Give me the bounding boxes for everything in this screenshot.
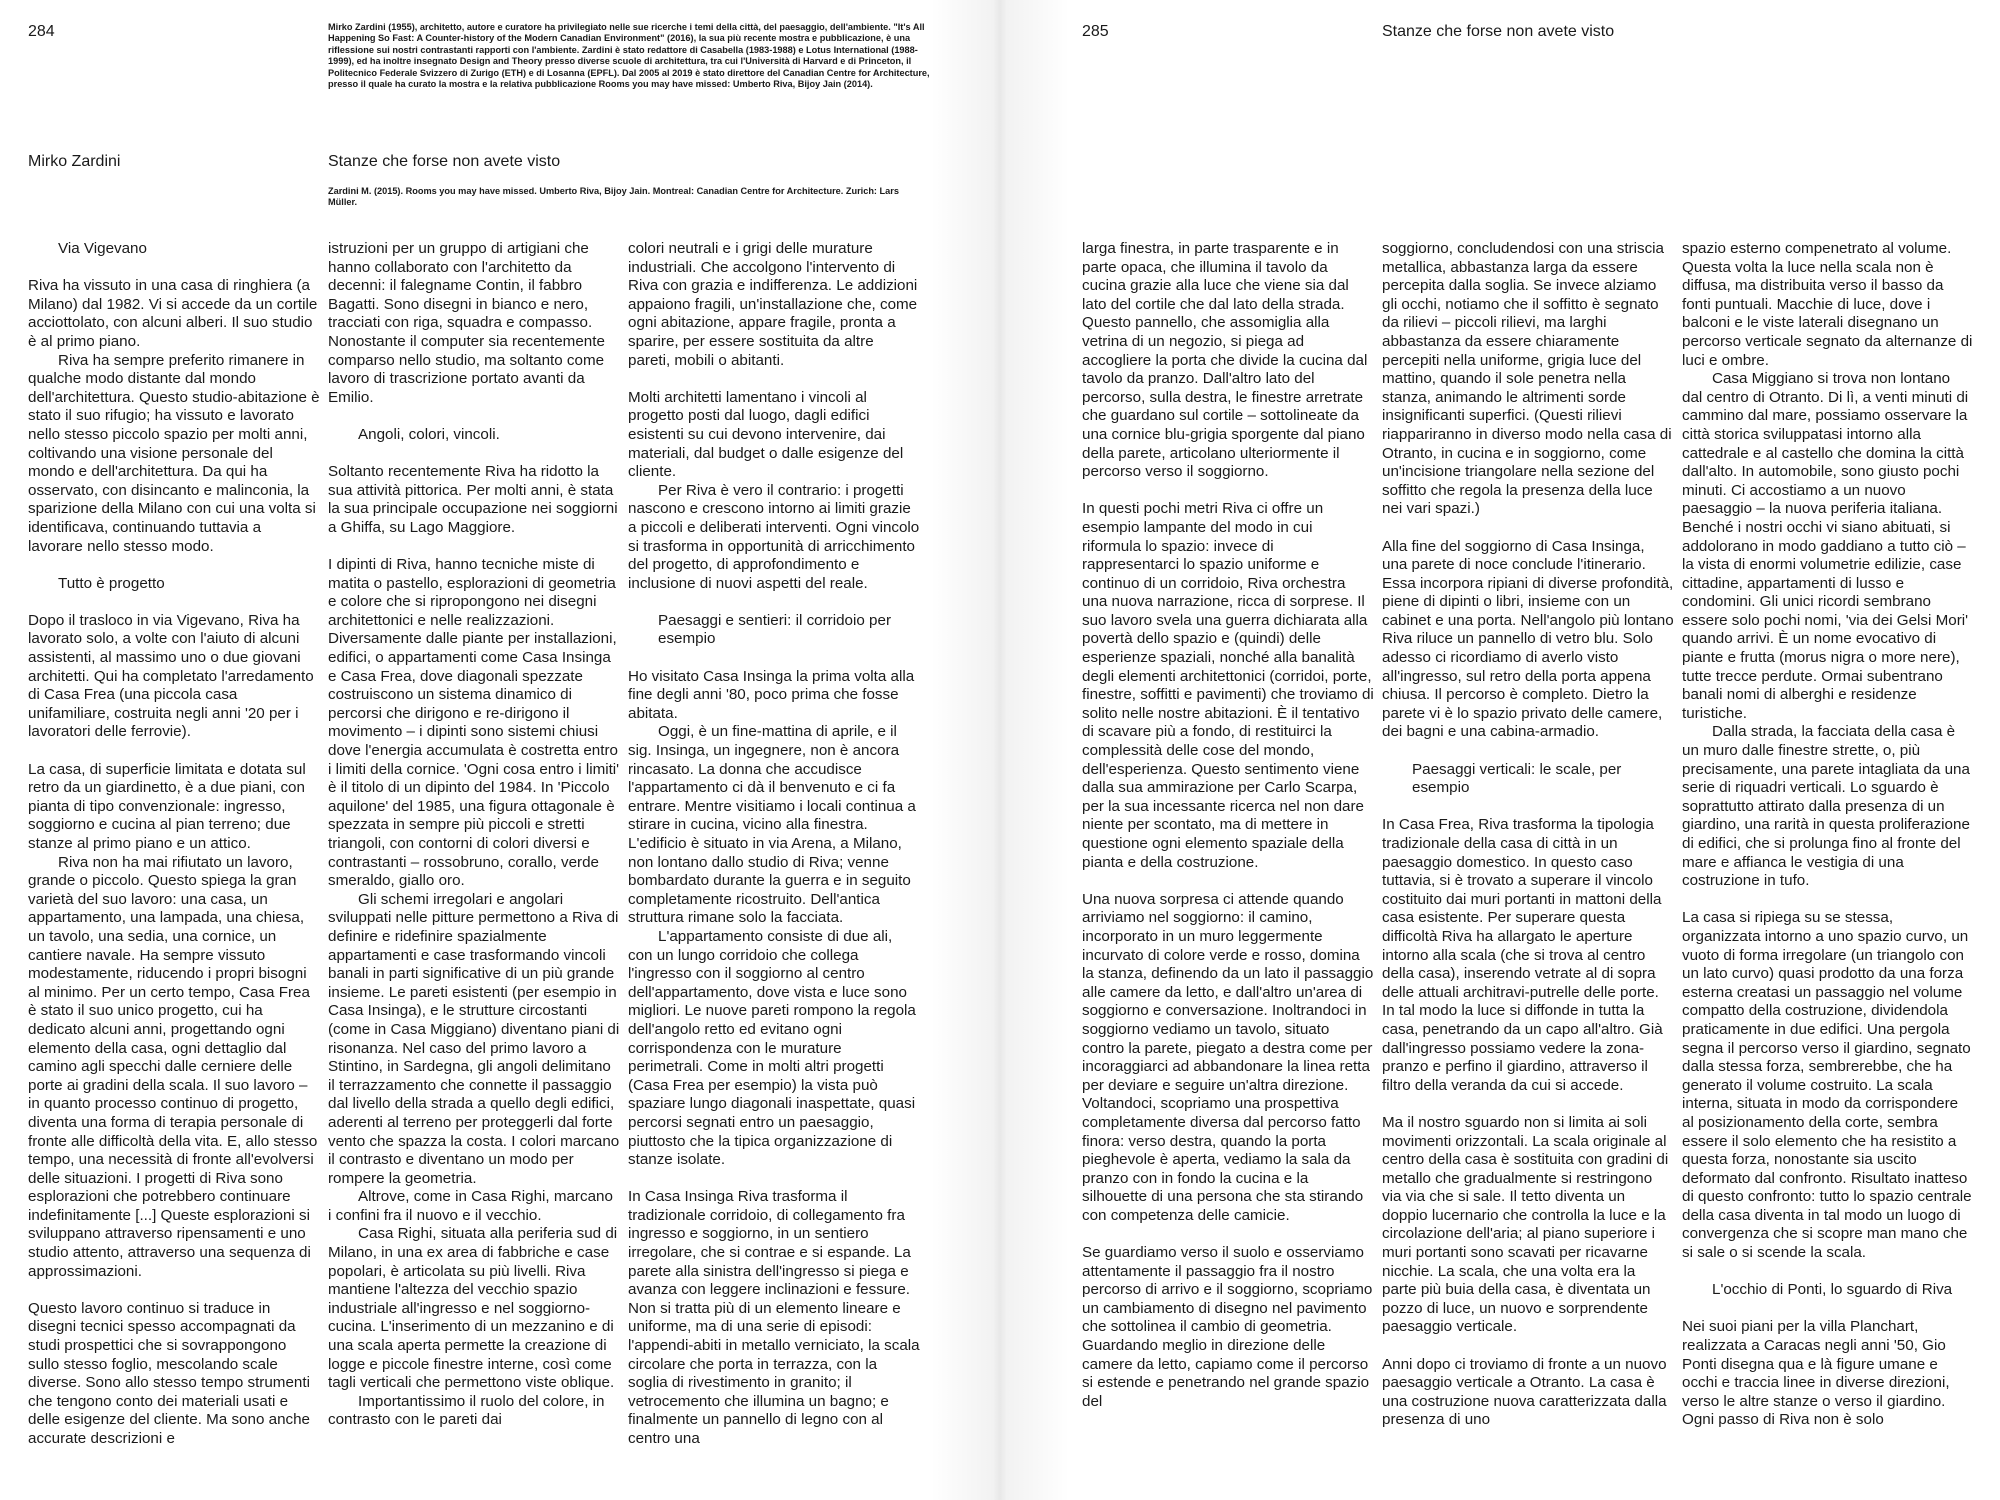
body-paragraph: Riva ha sempre preferito rimanere in qualche modo distante dal mondo dell'architettura. Questo studio-abitazione è stato il suo rifugio; ha vissuto e lavorato nello stesso piccolo spazio per molti anni, coltivando una visione personale del mondo e dell'architettura. Da qui ha osservato, con disincanto e malinconia, la sparizione della Milano con cui una volta si identificava, continuando tuttavia a lavorare nello stesso modo. — [28, 351, 320, 555]
section-heading: Paesaggi verticali: le scale, per esempio — [1412, 760, 1622, 797]
body-paragraph: Gli schemi irregolari e angolari sviluppati nelle pitture permettono a Riva di definire e ridefinire spazialmente appartamenti e case trasformando vincoli banali in parti significative di un più grande insieme. Le pareti esistenti (per esempio in Casa Insinga), e le strutture circostanti (come in Casa Miggiano) diventano piani di risonanza. Nel caso del primo lavoro a Stintino, in Sardegna, gli angoli delimitano il terrazzamento che connette il passaggio dal livello della strada a quello degli edifici, aderenti al terreno per proteggerli dal forte vento che spazza la costa. I colori marcano il contrasto e diventano un modo per rompere la geometria. — [328, 890, 620, 1187]
body-paragraph: soggiorno, concludendosi con una striscia metallica, abbastanza larga da essere percepita dalla soglia. Se invece alziamo gli occhi, notiamo che il soffitto è segnato da rilievi – piccoli rilievi, ma larghi abbastanza da essere chiaramente percepiti nella uniforme, grigia luce del mattino, quando il sole penetra nella stanza, animando le altrimenti sorde insignificanti superfici. (Questi rilievi riappariranno in diverso modo nella casa di Otranto, in cucina e in soggiorno, come un'incisione triangolare nella sezione del soffitto che regola la presenza della luce nei vari spazi.) — [1382, 240, 1672, 518]
body-paragraph: Importantissimo il ruolo del colore, in contrasto con le pareti dai — [328, 1392, 605, 1429]
body-paragraph: La casa, di superficie limitata e dotata sul retro da un giardinetto, è a due piani, con pianta di tipo convenzionale: ingresso, soggiorno e cucina al pian terreno; due stanze al primo piano e un attico. — [28, 760, 306, 852]
body-paragraph: spazio esterno compenetrato al volume. Questa volta la luce nella scala non è diffusa, ma distribuita verso il basso da fonti puntuali. Macchie di luce, dove i balconi e le viste laterali disegnano un percorso verticale segnato da alternanze di luci e ombre. — [1682, 240, 1973, 369]
section-heading: Angoli, colori, vincoli. — [358, 425, 500, 443]
body-paragraph: Anni dopo ci troviamo di fronte a un nuovo paesaggio verticale a Otranto. La casa è una costruzione nuova caratterizzata dalla presenza di uno — [1382, 1355, 1667, 1429]
author-bio — [328, 22, 938, 90]
body-paragraph: Dalla strada, la facciata della casa è un muro dalle finestre strette, o, più precisamente, una parete intagliata da una serie di riquadri verticali. Lo sguardo è soprattutto attirato dalla presenza di un giardino, una rarità in questa proliferazione di edifici, che si prolunga fino al fronte del mare e affianca le vestigia di una costruzione in tufo. — [1682, 723, 1970, 890]
body-paragraph: Una nuova sorpresa ci attende quando arriviamo nel soggiorno: il camino, incorporato in un muro leggermente incurvato di colore verde e rosso, domina la stanza, definendo da un lato il passaggio alle camere da letto, e dall'altro un'area di soggiorno e conversazione. Inoltrandoci in soggiorno vediamo un tavolo, situato contro la parete, piegato a destra come per incoraggiarci ad abbandonare la linea retta per deviare e seguire un'altra direzione. Voltandoci, scopriamo una prospettiva completamente diversa dal percorso fatto finora: verso destra, quando la porta pieghevole è aperta, vediamo la sala da pranzo con in fondo la cucina e la silhouette di una persona che sta stirando con competenza delle camicie. — [1082, 890, 1374, 1224]
right-page — [1000, 0, 2000, 1500]
body-paragraph: Per Riva è vero il contrario: i progetti nascono e crescono intorno ai limiti grazie a piccoli e deliberati interventi. Ogni vincolo si trasforma in opportunità di arricchimento del progetto, di approfondimento e inclusione di nuovi aspetti del reale. — [628, 481, 920, 592]
text-column-1 — [28, 240, 320, 1490]
page-number-right: 285 — [1082, 23, 1109, 40]
body-paragraph: In Casa Insinga Riva trasforma il tradizionale corridoio, di collegamento fra ingresso e soggiorno, in un sentiero irregolare, che si contrae e si espande. La parete alla sinistra dell'ingresso si piega e avanza con leggere inclinazioni e fessure. Non si tratta più di un elemento lineare e uniforme, ma di una serie di episodi: l'appendi-abiti in metallo verniciato, la scala circolare che porta in terrazza, con la soglia di rivestimento in granito; il vetrocemento che illumina un bagno; e finalmente un pannello di legno con al centro una — [628, 1188, 920, 1447]
text-column-4 — [1082, 240, 1374, 1490]
body-paragraph: I dipinti di Riva, hanno tecniche miste di matita o pastello, esplorazioni di geometria e colore che si ripropongono nei disegni architettonici e nelle realizzazioni. Diversamente dalle piante per installazioni, edifici, o appartamenti come Casa Insinga e Casa Frea, dove diagonali spezzate costruiscono un sistema dinamico di percorsi che dirigono e re-dirigono il movimento – i dipinti sono sistemi chiusi dove l'energia accumulata è costretta entro i limiti della cornice. 'Ogni cosa entro i limiti' è il titolo di un dipinto del 1984. In 'Piccolo aquilone' del 1985, una figura ottagonale è spezzata in sempre più piccoli e stretti triangoli, con contorni di colori diversi e contrastanti – rossobruno, corallo, verde smeraldo, giallo oro. — [328, 556, 620, 890]
author-bio-text: Mirko Zardini (1955), architetto, autore e curatore ha privilegiato nelle sue ricerche i temi della città, del paesaggio, dell'ambiente. "It's All Happening So Fast: A Counter-history of the Modern Canadian Environment" (2016), la sua più recente mostra e pubblicazione, è una riflessione sui nostri contrastanti rapporti con l'ambiente. Zardini è stato redattore di Casabella (1983-1988) e Lotus International (1988-1999), ed ha inoltre insegnato Design and Theory presso diverse scuole di architettura, tra cui l'Università di Harvard e di Princeton, il Politecnico Federale Svizzero di Zurigo (ETH) e di Losanna (EPFL). Dal 2005 al 2019 è stato direttore del Canadian Centre for Architecture, presso il quale ha curato la mostra e la relativa pubblicazione Rooms you may have missed: Umberto Riva, Bijoy Jain (2014). — [328, 22, 930, 90]
text-column-2 — [328, 240, 620, 1490]
text-column-5 — [1382, 240, 1674, 1490]
body-paragraph: Riva non ha mai rifiutato un lavoro, grande o piccolo. Questo spiega la gran varietà del suo lavoro: una casa, un appartamento, una lampada, una chiesa, un tavolo, una sedia, una cornice, un cantiere navale. Ha sempre vissuto modestamente, riducendo i propri bisogni al minimo. Per un certo tempo, Casa Frea è stato il suo unico progetto, cui ha dedicato alcuni anni, progettando ogni elemento della casa, ogni dettaglio dal camino agli specchi dalle cerniere delle porte ai gradini della scala. Il suo lavoro – in quanto processo continuo di progetto, diventa una forma di terapia personale di fronte alle difficoltà della vita. E, allo stesso tempo, una necessità di fronte all'evolversi delle situazioni. I progetti di Riva sono esplorazioni che potrebbero continuare indefinitamente [...] Queste esplorazioni si sviluppano attraverso ripensamenti e uno studio attento, attraverso una sequenza di approssimazioni. — [28, 853, 318, 1280]
body-paragraph: Riva ha vissuto in una casa di ringhiera (a Milano) dal 1982. Vi si accede da un cortile acciottolato, con alcuni alberi. Il suo studio è al primo piano. — [28, 277, 318, 350]
body-paragraph: larga finestra, in parte trasparente e in parte opaca, che illumina il tavolo da cucina grazie alla luce che viene sia dal lato del cortile che dal lato della strada. Questo pannello, che assomiglia alla vetrina di un negozio, si piega ad accogliere la porta che divide la cucina dal tavolo da pranzo. Dall'altro lato del percorso, sulla destra, le finestre arretrate che guardano sul cortile – sottolineate da una cornice blu-grigia sporgente dal piano della parete, articolano ulteriormente il percorso verso il soggiorno. — [1082, 240, 1368, 481]
body-paragraph: In Casa Frea, Riva trasforma la tipologia tradizionale della casa di città in un paesaggio domestico. In questo caso tuttavia, si è trovato a superare il vincolo costituito dai muri portanti in mattoni della casa esistente. Per superare questa difficoltà Riva ha allargato le aperture intorno alla scala (che si trova al centro della casa), inserendo vetrate al di sopra delle attuali architravi-putrelle delle porte. In tal modo la luce si diffonde in tutta la casa, penetrando da un capo all'altro. Già dall'ingresso possiamo vedere la zona-pranzo e perfino il giardino, attraverso il filtro della veranda da cui si accede. — [1382, 816, 1663, 1094]
body-paragraph: In questi pochi metri Riva ci offre un esempio lampante del modo in cui riformula lo spazio: invece di rappresentarci lo spazio uniforme e continuo di un corridoio, Riva orchestra una nuova narrazione, ricca di sorprese. Il suo lavoro svela una guerra dichiarata alla povertà dello spazio e (quindi) delle esperienze spaziali, nonché alla banalità degli elementi architettonici (corridoi, porte, finestre, soffitti e pavimenti) che troviamo di solito nelle nostre abitazioni. È il tentativo di scavare più a fondo, di restituirci la complessità delle cose del mondo, dell'esperienza. Questo sentimento viene dalla sua ammirazione per Carlo Scarpa, per la sua incessante ricerca nel non dare niente per scontato, ma di mettere in questione ogni elemento spaziale della pianta e della costruzione. — [1082, 500, 1374, 871]
body-paragraph: L'appartamento consiste di due ali, con un lungo corridoio che collega l'ingresso con il soggiorno al centro dell'appartamento, dove vista e luce sono migliori. Le nuove pareti rompono la regola dell'angolo retto ed evitano ogni corrispondenza con le murature perimetrali. Come in molti altri progetti (Casa Frea per esempio) la vista può spaziare lungo diagonali inaspettate, quasi percorsi segnati entro un paesaggio, piuttosto che la tipica organizzazione di stanze isolate. — [628, 927, 916, 1169]
body-paragraph: Altrove, come in Casa Righi, marcano i confini fra il nuovo e il vecchio. — [328, 1188, 613, 1224]
section-heading: L'occhio di Ponti, lo sguardo di Riva — [1712, 1281, 1953, 1299]
body-paragraph: Dopo il trasloco in via Vigevano, Riva ha lavorato solo, a volte con l'aiuto di alcuni assistenti, al massimo uno o due giovani architetti. Qui ha completato l'arredamento di Casa Frea (una piccola casa unifamiliare, costruita negli anni '20 per i lavoratori delle ferrovie). — [28, 611, 314, 741]
section-heading: Paesaggi e sentieri: il corridoio per esempio — [658, 611, 891, 648]
section-heading: Tutto è progetto — [58, 574, 165, 592]
body-paragraph: Molti architetti lamentano i vincoli al progetto posti dal luogo, dagli edifici esistenti su cui devono intervenire, dai materiali, dal budget o dalle esigenze del cliente. — [628, 388, 904, 481]
body-paragraph: Se guardiamo verso il suolo e osserviamo attentamente il passaggio fra il nostro percorso di arrivo e il soggiorno, scopriamo un cambiamento di disegno nel pavimento che sottolinea il cambio di geometria. Guardando meglio in direzione delle camere da letto, capiamo come il percorso si estende e penetrando nel grande spazio del — [1082, 1244, 1373, 1410]
body-paragraph: Alla fine del soggiorno di Casa Insinga, una parete di noce conclude l'itinerario. Essa incorpora ripiani di diverse profondità, piene di dipinti o libri, insieme con un cabinet e una porta. Nell'angolo più lontano Riva riluce un pannello di vetro blu. Solo adesso ci ricordiamo di averlo visto all'ingresso, sul retro della porta appena chiusa. Il percorso è completo. Dietro la parete vi è lo spazio privato delle camere, dei bagni e una cabina-armadio. — [1382, 537, 1674, 741]
body-paragraph: Questo lavoro continuo si traduce in disegni tecnici spesso accompagnati da studi prospettici che si sovrappongono sullo stesso foglio, mescolando scale diverse. Sono allo stesso tempo strumenti che tengono conto dei materiali usati e delle esigenze del cliente. Ma sono anche accurate descrizioni e — [28, 1299, 310, 1447]
text-column-6 — [1682, 240, 1974, 1490]
article-title: Stanze che forse non avete visto — [328, 153, 561, 170]
text-column-3 — [628, 240, 920, 1490]
body-paragraph: colori neutrali e i grigi delle murature industriali. Che accolgono l'intervento di Riva con grazia e indifferenza. Le addizioni appaiono fragili, un'installazione che, come ogni abitazione, appare fragile, pronta a sparire, per essere sostituita da altre pareti, mobili o abitanti. — [628, 240, 918, 369]
book-gutter-shadow — [930, 0, 1070, 1500]
body-paragraph: Ho visitato Casa Insinga la prima volta alla fine degli anni '80, poco prima che fosse abitata. — [628, 667, 915, 722]
running-title: Stanze che forse non avete visto — [1382, 23, 1615, 40]
section-heading: Via Vigevano — [58, 240, 147, 257]
body-paragraph: Oggi, è un fine-mattina di aprile, e il sig. Insinga, un ingegnere, non è ancora rincasato. La donna che accudisce l'appartamento ci dà il benvenuto e ci fa entrare. Mentre visitiamo i locali continua a stirare in cucina, vicino alla finestra. L'edificio è situato in via Arena, a Milano, non lontano dallo studio di Riva; venne bombardato durante la guerra e in seguito completamente ricostruito. Dell'antica struttura rimane solo la facciata. — [628, 723, 916, 927]
body-paragraph: Soltanto recentemente Riva ha ridotto la sua attività pittorica. Per molti anni, è stata la sua principale occupazione nei soggiorni a Ghiffa, su Lago Maggiore. — [328, 463, 618, 536]
body-paragraph: La casa si ripiega su se stessa, organizzata intorno a uno spazio curvo, un vuoto di forma irregolare (un triangolo con un lato curvo) quasi prodotto da una forza esterna creatasi un passaggio nel volume compatto della costruzione, dividendola praticamente in due edifici. Una pergola segna il percorso verso il giardino, segnato dalla stessa forza, sembrerebbe, che ha generato il volume costruito. La scala interna, situata in modo da corrispondere al posizionamento della corte, sembra essere il solo elemento che ha resistito a questa forza, nonostante sia uscito deformato dal confronto. Risultato inatteso di questo confronto: tutto lo spazio centrale della casa diventa in tal modo un luogo di convergenza che si scopre man mano che si sale o si scende la scala. — [1682, 909, 1972, 1262]
body-paragraph: Casa Righi, situata alla periferia sud di Milano, in una ex area di fabbriche e case popolari, è articolata su più livelli. Riva mantiene l'altezza del vecchio spazio industriale all'ingresso e nel soggiorno-cucina. L'inserimento di un mezzanino e di una scala aperta permette la creazione di logge e piccole finestre interne, così come tagli verticali che permettono viste oblique. — [328, 1225, 618, 1392]
body-paragraph: istruzioni per un gruppo di artigiani che hanno collaborato con l'architetto da decenni: il falegname Contin, il fabbro Bagatti. Sono disegni in bianco e nero, tracciati con riga, squadra e compasso. Nonostante il computer sia recentemente comparso nello studio, ma soltanto come lavoro di trascrizione portato avanti da Emilio. — [328, 240, 605, 406]
author-name: Mirko Zardini — [28, 153, 121, 170]
body-paragraph: Ma il nostro sguardo non si limita ai soli movimenti orizzontali. La scala originale al centro della casa è sostituita con gradini di metallo che gradualmente si restringono via via che si sale. Il tetto diventa un doppio lucernario che controlla la luce e la circolazione dell'aria; al piano superiore i muri portanti sono scavati per ricavarne nicchie. La scala, che una volta era la parte più buia della casa, è diventata un pozzo di luce, un nuovo e sorprendente paesaggio verticale. — [1382, 1113, 1669, 1336]
bibliographic-reference: Zardini M. (2015). Rooms you may have missed. Umberto Riva, Bijoy Jain. Montreal: Canadian Centre for Architecture. Zurich: Lars Müller. — [328, 186, 899, 208]
body-paragraph: Nei suoi piani per la villa Planchart, realizzata a Caracas negli anni '50, Gio Ponti disegna qua e là figure umane e occhi e traccia linee in diverse direzioni, verso le altre stanze o verso il giardino. Ogni passo di Riva non è solo — [1682, 1318, 1950, 1429]
body-paragraph: Casa Miggiano si trova non lontano dal centro di Otranto. Di lì, a venti minuti di cammino dal mare, possiamo osservare la città storica sviluppatasi intorno alla cattedrale e al castello che domina la città dall'alto. In automobile, sono giusto pochi minuti. Ci accostiamo a un nuovo paesaggio – la nuova periferia italiana. Benché i nostri occhi vi siano abituati, si addolorano in modo gaddiano a tutto ciò – la vista di enormi volumetrie edilizie, case cittadine, appartamenti di lusso e condomini. Gli unici ricordi sembrano essere solo pochi nomi, 'via dei Gelsi Mori' quando arrivi. È un nome evocativo di piante e frutta (morus nigra o more nere), tutte trecce perdute. Ormai subentrano banali nomi di alberghi e residenze turistiche. — [1682, 370, 1969, 722]
page-number-left: 284 — [28, 23, 55, 40]
